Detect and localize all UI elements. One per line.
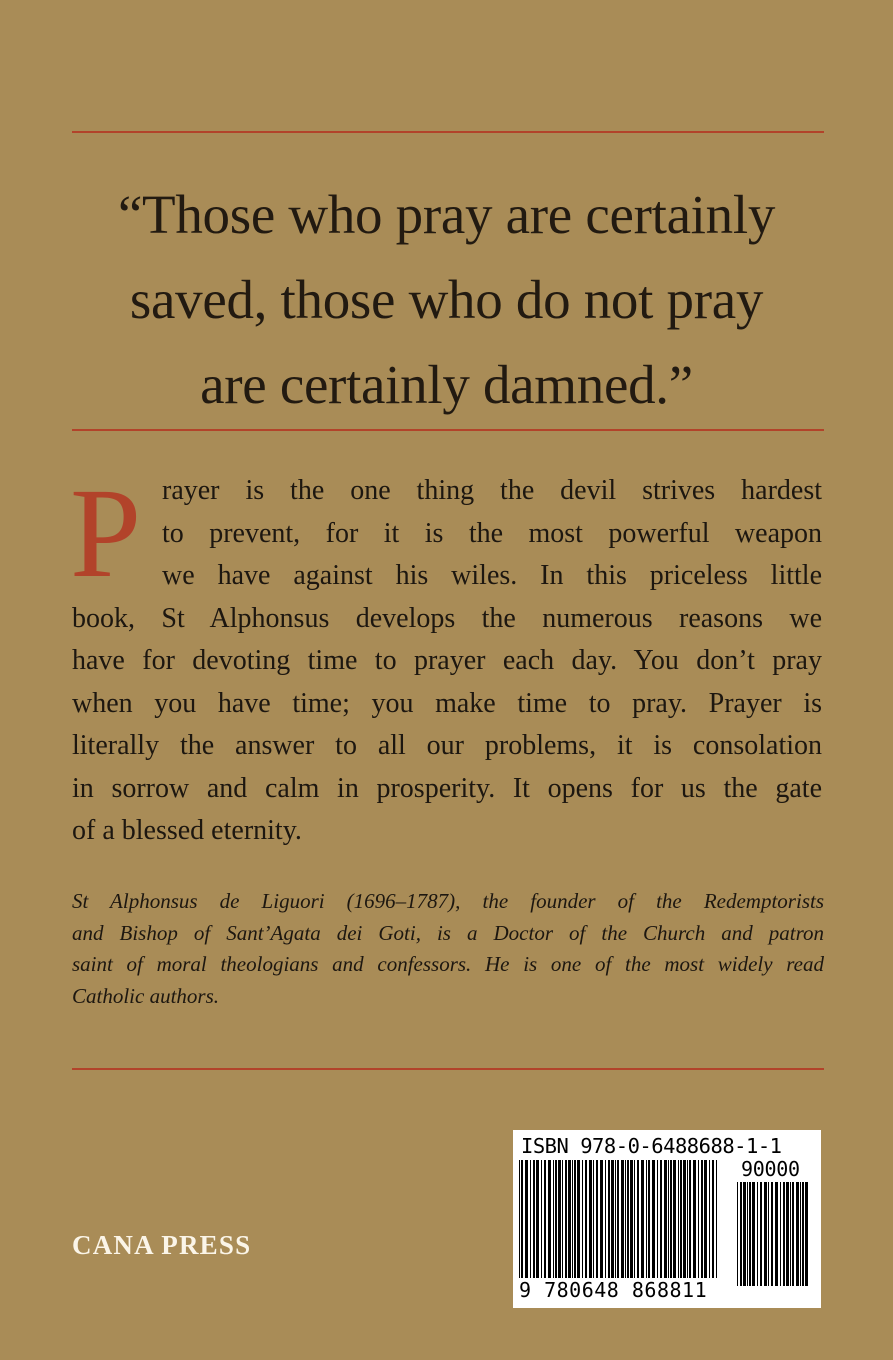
description-line: to prevent, for it is the most powerful weapon <box>162 517 822 549</box>
barcode-bar <box>634 1160 635 1284</box>
barcode-bar <box>786 1182 789 1286</box>
bio-line: St Alphonsus de Liguori (1696–1787), the founder of the Redemptorists <box>72 889 824 913</box>
barcode-bar <box>796 1182 799 1286</box>
barcode-bar <box>760 1182 762 1286</box>
barcode-bar <box>673 1160 676 1284</box>
barcode-bar <box>660 1160 662 1284</box>
barcode-bar <box>627 1160 629 1284</box>
barcode-bar <box>621 1160 624 1284</box>
barcode-bar <box>544 1160 546 1284</box>
barcode-bar <box>687 1160 688 1284</box>
description-line: of a blessed eternity. <box>72 815 302 846</box>
ean-digits: 9 780648 868811 <box>519 1278 719 1302</box>
barcode-bar <box>611 1160 614 1284</box>
barcode-bar <box>519 1160 520 1284</box>
pull-quote <box>60 172 833 427</box>
barcode-bar <box>768 1182 769 1286</box>
barcode-bar <box>625 1160 626 1284</box>
bio-line: saint of moral theologians and confessors. He is one of the most widely read <box>72 952 824 976</box>
barcode-bar <box>577 1160 580 1284</box>
barcode-bar <box>525 1160 528 1284</box>
barcode-bar <box>637 1160 639 1284</box>
barcode-bar <box>593 1160 594 1284</box>
barcode-bar <box>693 1160 696 1284</box>
barcode-bar <box>698 1160 699 1284</box>
barcode-bar <box>615 1160 616 1284</box>
barcode-bar <box>757 1182 758 1286</box>
book-description <box>70 462 822 853</box>
addon-barcode-bars <box>737 1182 809 1286</box>
barcode-bar <box>646 1160 647 1284</box>
barcode-bar <box>530 1160 531 1284</box>
barcode-bar <box>648 1160 650 1284</box>
barcode-bar <box>664 1160 667 1284</box>
barcode-bar <box>737 1182 738 1286</box>
barcode-bar <box>585 1160 587 1284</box>
barcode-bar <box>572 1160 573 1284</box>
barcode-bar <box>775 1182 778 1286</box>
barcode-bar <box>790 1182 791 1286</box>
barcode-bar <box>680 1160 682 1284</box>
barcode-bar <box>596 1160 598 1284</box>
barcode-bar <box>805 1182 808 1286</box>
drop-cap: P <box>70 462 142 604</box>
barcode-bar <box>783 1182 785 1286</box>
barcode-bar <box>600 1160 603 1284</box>
barcode-bar <box>652 1160 655 1284</box>
barcode-bar <box>689 1160 691 1284</box>
barcode-bar <box>704 1160 707 1284</box>
barcode-bar <box>716 1160 717 1284</box>
barcode-bar <box>630 1160 633 1284</box>
barcode-bar <box>617 1160 619 1284</box>
barcode-bar <box>582 1160 583 1284</box>
barcode-bar <box>670 1160 672 1284</box>
barcode-bar <box>608 1160 610 1284</box>
bio-line: Catholic authors. <box>72 983 220 1008</box>
description-line: have for devoting time to prayer each day. You don’t pray <box>72 645 822 676</box>
quote-line-2: saved, those who do not pray <box>129 269 764 330</box>
isbn-label: ISBN 978-0-6488688-1-1 <box>521 1134 782 1158</box>
barcode-bar <box>541 1160 542 1284</box>
barcode-bar <box>533 1160 535 1284</box>
quote-line-3: are certainly damned.” <box>200 354 693 415</box>
author-bio <box>72 886 824 1012</box>
barcode-bar <box>574 1160 576 1284</box>
barcode-bar <box>800 1182 801 1286</box>
barcode-bar <box>740 1182 742 1286</box>
barcode-bar <box>712 1160 714 1284</box>
barcode-bar <box>802 1182 804 1286</box>
bio-line: and Bishop of Sant’Agata dei Goti, is a Doctor of the Church and patron <box>72 920 824 945</box>
barcode-bar <box>521 1160 523 1284</box>
description-line: literally the answer to all our problems, it is consolation <box>72 730 822 761</box>
publisher-name: CANA PRESS <box>72 1230 252 1260</box>
barcode-bar <box>668 1160 669 1284</box>
barcode-bar <box>780 1182 781 1286</box>
bottom-divider <box>72 1068 824 1070</box>
barcode-bar <box>568 1160 571 1284</box>
barcode-bar <box>678 1160 679 1284</box>
isbn-barcode <box>513 1130 821 1308</box>
description-line: book, St Alphonsus develops the numerous reasons we <box>72 602 822 634</box>
barcode-bar <box>536 1160 539 1284</box>
description-line: in sorrow and calm in prosperity. It opens for us the gate <box>72 772 822 804</box>
barcode-bar <box>605 1160 606 1284</box>
description-line: when you have time; you make time to pray. Prayer is <box>72 687 822 719</box>
barcode-bar <box>562 1160 563 1284</box>
description-line: rayer is the one thing the devil strives hardest <box>162 475 822 506</box>
barcode-bar <box>589 1160 592 1284</box>
description-line: we have against his wiles. In this priceless little <box>162 560 822 591</box>
top-divider <box>72 131 824 133</box>
barcode-bar <box>743 1182 746 1286</box>
barcode-bar <box>555 1160 557 1284</box>
barcode-bar <box>792 1182 794 1286</box>
quote-line-1: “Those who pray are certainly <box>117 184 776 245</box>
barcode-bar <box>747 1182 748 1286</box>
barcode-bar <box>558 1160 561 1284</box>
barcode-bar <box>771 1182 773 1286</box>
ean-barcode-bars <box>519 1160 717 1284</box>
barcode-bar <box>565 1160 567 1284</box>
barcode-bar <box>764 1182 767 1286</box>
barcode-bar <box>683 1160 686 1284</box>
barcode-bar <box>548 1160 551 1284</box>
barcode-bar <box>709 1160 710 1284</box>
barcode-bar <box>752 1182 755 1286</box>
barcode-bar <box>749 1182 751 1286</box>
barcode-bar <box>553 1160 554 1284</box>
barcode-bar <box>701 1160 703 1284</box>
price-code: 90000 <box>741 1157 800 1181</box>
barcode-bar <box>641 1160 644 1284</box>
barcode-bar <box>657 1160 658 1284</box>
middle-divider <box>72 429 824 431</box>
